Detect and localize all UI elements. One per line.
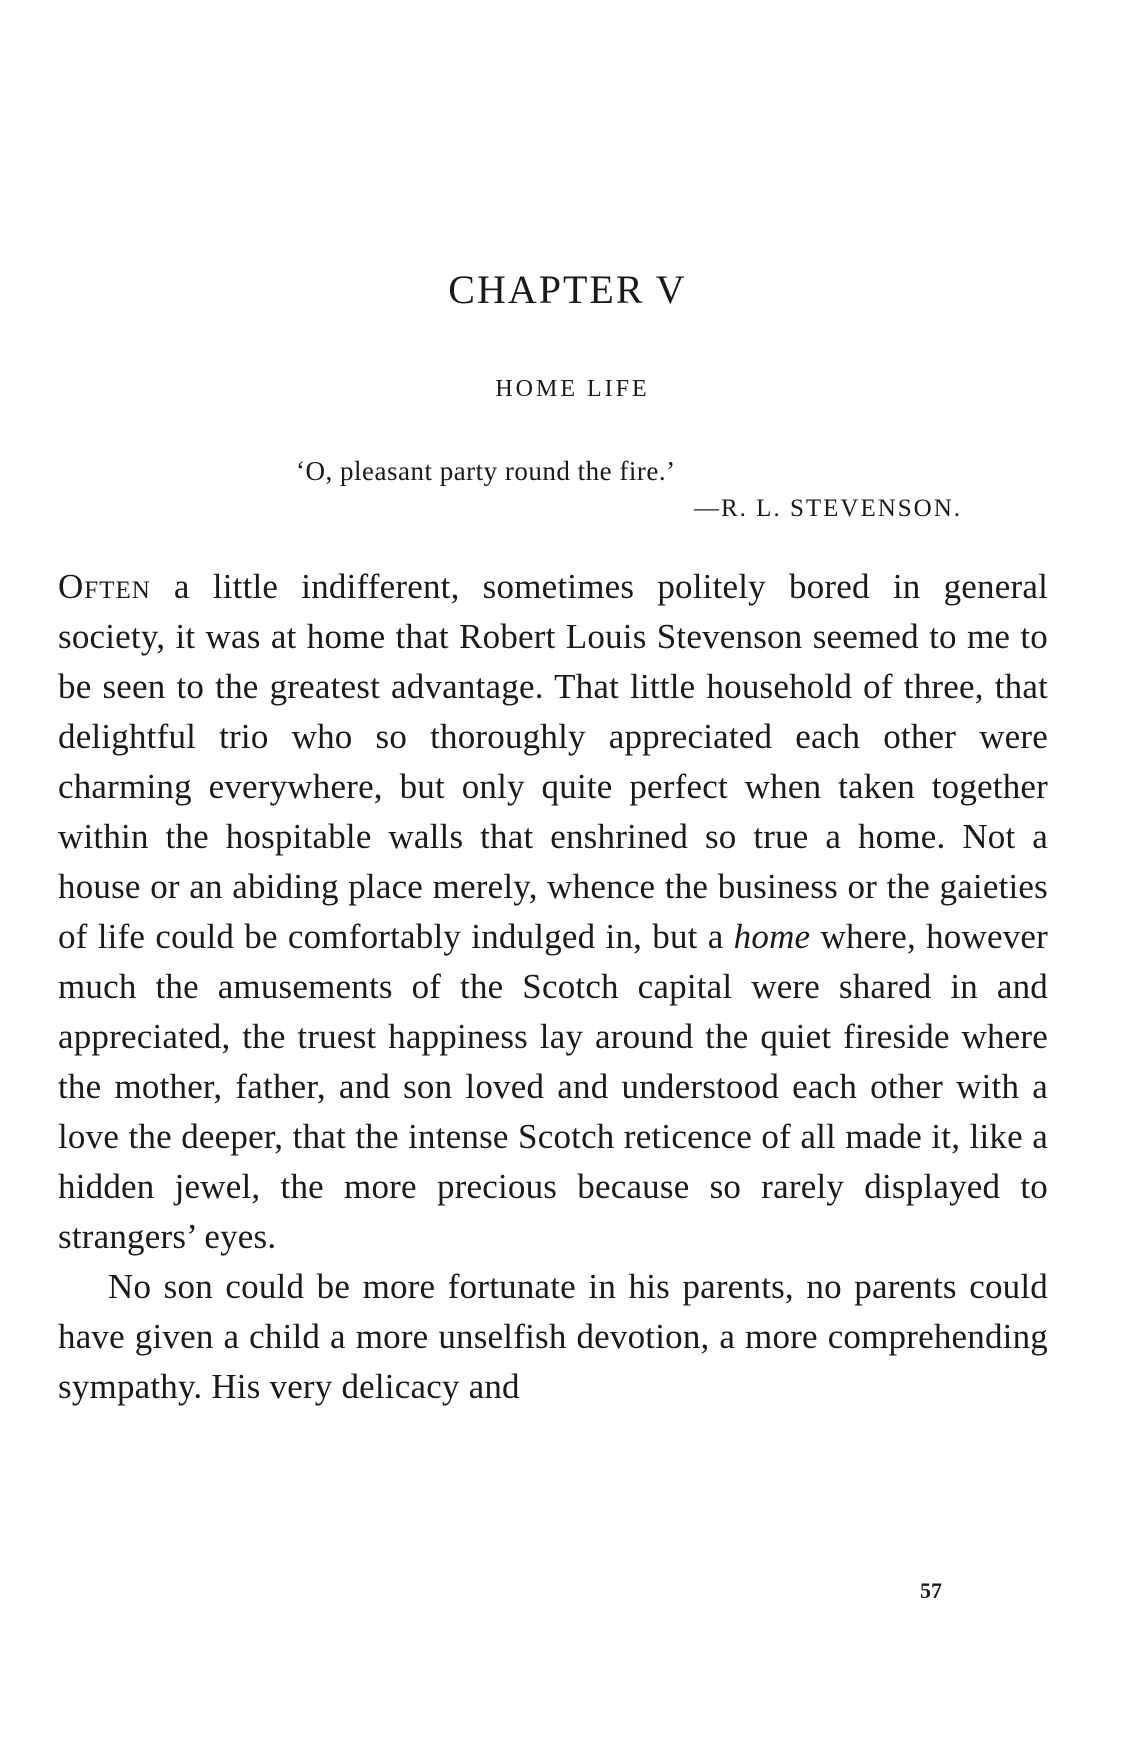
epigraph-attribution: —R. L. STEVENSON. xyxy=(694,495,963,522)
page-number: 57 xyxy=(920,1578,942,1603)
paragraph-1 xyxy=(58,562,1048,1262)
chapter-title: CHAPTER V xyxy=(448,267,687,312)
body-text xyxy=(58,562,1048,1412)
paragraph-1-text-b: where, however much the amusements of the Scotch capital were shared in and appreciated, the truest happiness lay around the quiet fireside where the mother, father, and son loved and understood each other with a love the deeper, that the intense Scotch reticence of all made it, like a hidden jewel, the more precious because so rarely displayed to strangers’ eyes. xyxy=(58,917,1048,1256)
paragraph-1-text-a: a little indifferent, sometimes politely bored in general society, it was at home that Robert Louis Stevenson seemed to me to be seen to the greatest advantage. That little household of three, that delightful trio who so thoroughly appreciated each other were charming everywhere, but only quite perfect when taken together within the hospitable walls that enshrined so true a home. Not a house or an abiding place merely, whence the business or the gaieties of life could be comfortably indulged in, but a xyxy=(58,567,1048,956)
epigraph-quote: ‘O, pleasant party round the fire.’ xyxy=(296,456,676,486)
paragraph-1-lead-word: Often xyxy=(58,567,151,606)
chapter-subtitle: HOME LIFE xyxy=(495,376,650,402)
paragraph-2: No son could be more fortunate in his parents, no parents could have given a child a more unselfish devotion, a more comprehending sympathy. His very delicacy and xyxy=(58,1267,1048,1406)
paragraph-1-italic-word: home xyxy=(733,917,811,956)
